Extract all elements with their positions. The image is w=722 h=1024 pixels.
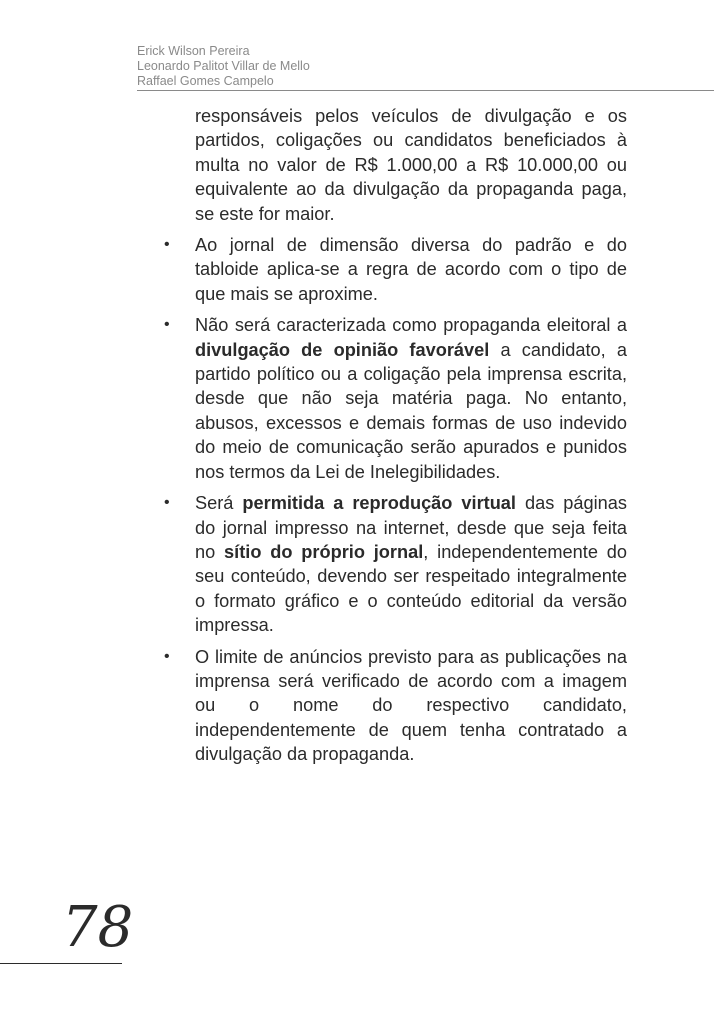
bullet-icon: •	[164, 316, 170, 334]
bullet-item	[164, 313, 627, 484]
text-segment: a candidato, a partido político ou a coligação pela imprensa escrita, desde que não seja matéria paga. No entanto, abusos, excessos e demais formas de uso indevido do meio de comunicação serão apurados e punidos nos termos da Lei de Inelegibilidades.	[195, 339, 627, 482]
page-number: 78	[62, 895, 134, 960]
header-author: Erick Wilson Pereira	[137, 44, 250, 58]
text-segment: responsáveis pelos veículos de divulgação e os partidos, coligações ou candidatos beneficiados à multa no valor de R$ 1.000,00 a R$ 10.000,00 ou equivalente ao da divulgação da propaganda paga, se este for maior.	[195, 106, 627, 224]
bullet-icon: •	[164, 494, 170, 512]
running-header	[137, 44, 310, 89]
bullet-item	[164, 233, 627, 306]
text-segment: Não será caracterizada como propaganda eleitoral a	[195, 315, 627, 336]
header-author: Raffael Gomes Campelo	[137, 74, 274, 88]
header-divider	[137, 90, 714, 91]
emphasis-text: sítio do próprio jornal	[224, 541, 424, 562]
text-segment: Ao jornal de dimensão diversa do padrão e do tabloide aplica-se a regra de acordo com o tipo de que mais se aproxime.	[195, 235, 627, 304]
text-segment: O limite de anúncios previsto para as publicações na imprensa será verificado de acordo com a imagem ou o nome do respectivo candidato, independentemente de quem tenha contratado a divulgação da propaganda.	[195, 646, 627, 765]
bullet-icon: •	[164, 647, 170, 665]
bullet-icon: •	[164, 236, 170, 254]
text-segment: das páginas do jornal impresso na internet, desde que seja feita no	[195, 493, 627, 562]
bullet-item	[164, 645, 627, 767]
text-segment: , independentemente do seu conteúdo, devendo ser respeitado integralmente o formato gráfico e o conteúdo editorial da versão impressa.	[195, 541, 627, 636]
header-author: Leonardo Palitot Villar de Mello	[137, 59, 310, 73]
paragraph	[195, 104, 627, 226]
bullet-item	[164, 491, 627, 637]
emphasis-text: permitida a reprodução virtual	[242, 493, 516, 514]
emphasis-text: divulgação de opinião favorável	[195, 339, 490, 360]
footer-divider	[0, 963, 122, 964]
body-text	[164, 104, 627, 774]
text-segment: Será	[195, 493, 243, 514]
